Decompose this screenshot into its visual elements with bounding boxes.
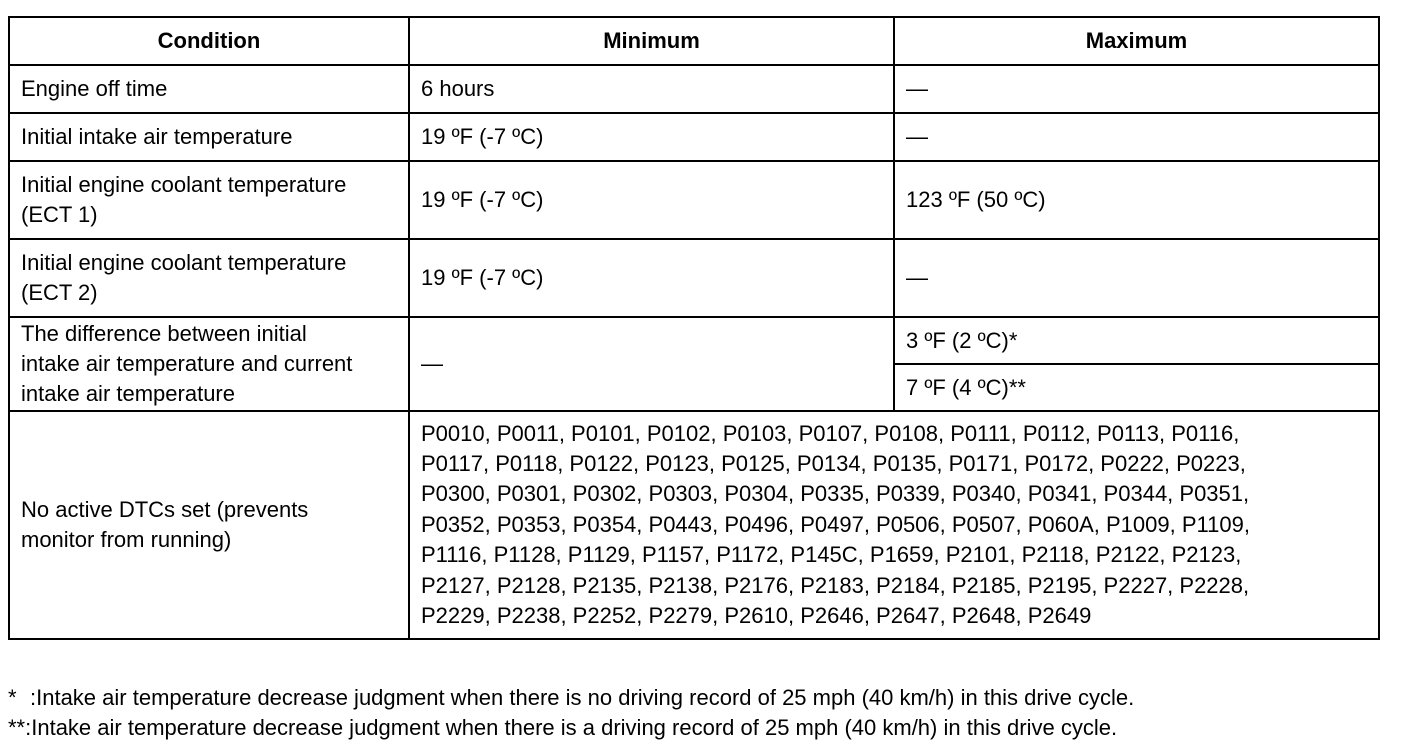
dtc-list-cell (409, 411, 1379, 639)
table-row (9, 411, 1379, 639)
header-condition: Condition (9, 17, 409, 65)
header-maximum: Maximum (894, 17, 1379, 65)
minimum-cell: 6 hours (409, 65, 894, 113)
minimum-cell: — (409, 317, 894, 411)
condition-cell: Engine off time (9, 65, 409, 113)
dtc-line: P1116, P1128, P1129, P1157, P1172, P145C, P1659, P2101, P2118, P2122, P2123, (421, 542, 1242, 568)
footnote (8, 683, 1134, 713)
dtc-line: P0010, P0011, P0101, P0102, P0103, P0107, P0108, P0111, P0112, P0113, P0116, (421, 420, 1240, 446)
maximum-cell-driving-record: 7 ºF (4 ºC)** (894, 364, 1379, 411)
table-row (9, 239, 1379, 317)
condition-line: (ECT 1) (21, 202, 98, 227)
table-row (9, 113, 1379, 161)
header-minimum: Minimum (409, 17, 894, 65)
condition-cell (9, 239, 409, 317)
table-row (9, 161, 1379, 239)
condition-line: Initial engine coolant temperature (21, 250, 347, 275)
table-row (9, 65, 1379, 113)
table-row (9, 317, 1379, 364)
minimum-cell: 19 ºF (-7 ºC) (409, 113, 894, 161)
condition-line: monitor from running) (21, 527, 232, 552)
condition-line: The difference between initial (21, 321, 307, 346)
condition-line: Initial engine coolant temperature (21, 172, 347, 197)
footnote-text: :Intake air temperature decrease judgment when there is a driving record of 25 mph (40 km/h) in this drive cycle. (25, 715, 1118, 740)
condition-line: intake air temperature and current (21, 351, 353, 376)
maximum-cell: — (894, 65, 1379, 113)
footnotes (8, 683, 1134, 743)
maximum-cell: — (894, 113, 1379, 161)
condition-line: (ECT 2) (21, 280, 98, 305)
header-row (9, 17, 1379, 65)
maximum-cell: 123 ºF (50 ºC) (894, 161, 1379, 239)
conditions-table (8, 16, 1380, 640)
minimum-cell: 19 ºF (-7 ºC) (409, 239, 894, 317)
condition-cell (9, 317, 409, 411)
condition-line: intake air temperature (21, 381, 235, 406)
maximum-cell-single-drive: 3 ºF (2 ºC)* (894, 317, 1379, 364)
footnote-mark: ** (8, 715, 26, 740)
condition-line: No active DTCs set (prevents (21, 497, 309, 522)
condition-cell: Initial intake air temperature (9, 113, 409, 161)
footnote-text: :Intake air temperature decrease judgment when there is no driving record of 25 mph (40 km/h) in this drive cycle. (30, 685, 1135, 710)
footnote-mark: * (8, 685, 17, 710)
maximum-cell: — (894, 239, 1379, 317)
condition-cell (9, 411, 409, 639)
minimum-cell: 19 ºF (-7 ºC) (409, 161, 894, 239)
dtc-line: P2229, P2238, P2252, P2279, P2610, P2646, P2647, P2648, P2649 (421, 603, 1092, 629)
dtc-line: P0352, P0353, P0354, P0443, P0496, P0497, P0506, P0507, P060A, P1009, P1109, (421, 511, 1250, 537)
dtc-line: P0117, P0118, P0122, P0123, P0125, P0134, P0135, P0171, P0172, P0222, P0223, (421, 450, 1246, 476)
condition-cell (9, 161, 409, 239)
dtc-line: P0300, P0301, P0302, P0303, P0304, P0335, P0339, P0340, P0341, P0344, P0351, (421, 481, 1250, 507)
dtc-line: P2127, P2128, P2135, P2138, P2176, P2183, P2184, P2185, P2195, P2227, P2228, (421, 572, 1250, 598)
footnote (8, 713, 1134, 743)
